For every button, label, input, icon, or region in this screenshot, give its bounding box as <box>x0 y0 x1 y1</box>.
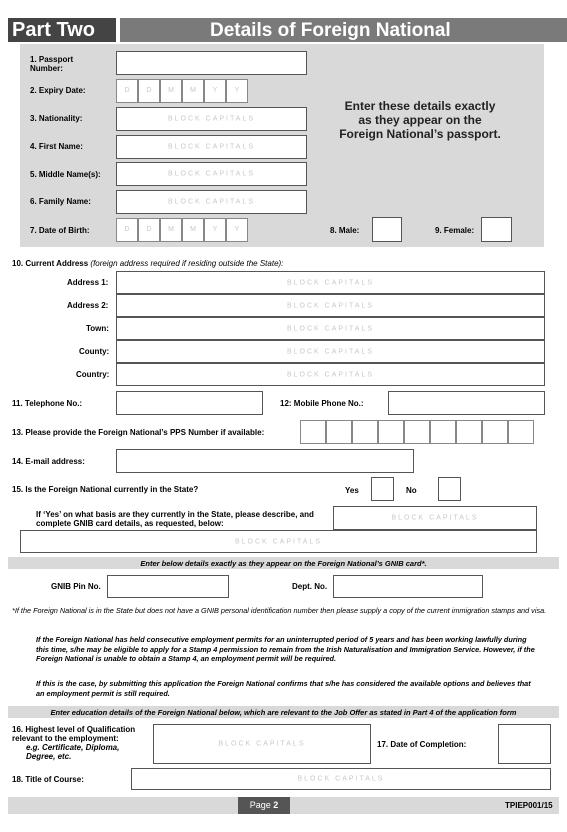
town-field[interactable] <box>116 317 545 340</box>
basis-description-placeholder: BLOCK CAPITALS <box>234 538 322 545</box>
passport-number-label: 1. Passport Number: <box>30 55 74 73</box>
town-placeholder: BLOCK CAPITALS <box>286 325 374 332</box>
family-name-field[interactable] <box>116 190 307 214</box>
middle-name-label: 5. Middle Name(s): <box>30 170 101 179</box>
dob-day-1[interactable]: D <box>116 218 138 242</box>
dob-month-2[interactable]: M <box>182 218 204 242</box>
country-label: Country: <box>76 370 110 379</box>
dept-number-field[interactable] <box>333 575 483 598</box>
completion-date-field[interactable] <box>498 724 551 764</box>
expiry-year-1[interactable]: Y <box>204 79 226 103</box>
family-name-label: 6. Family Name: <box>30 197 91 206</box>
header-part-bar <box>8 18 116 42</box>
family-name-placeholder: BLOCK CAPITALS <box>167 198 255 206</box>
expiry-date-label: 2. Expiry Date: <box>30 86 86 95</box>
email-field[interactable] <box>116 449 414 473</box>
country-field[interactable] <box>116 363 545 386</box>
page-number: 2 <box>273 800 279 810</box>
county-label: County: <box>79 347 110 356</box>
town-label: Town: <box>86 324 109 333</box>
expiry-day-1[interactable]: D <box>116 79 138 103</box>
dob-year-2[interactable]: Y <box>226 218 248 242</box>
yes-checkbox[interactable] <box>371 477 394 501</box>
pps-digit-box[interactable] <box>404 420 430 444</box>
expiry-date-field[interactable] <box>116 79 248 103</box>
address-2-label: Address 2: <box>67 301 109 310</box>
gnib-pin-field[interactable] <box>107 575 229 598</box>
first-name-placeholder: BLOCK CAPITALS <box>167 143 255 151</box>
county-field[interactable] <box>116 340 545 363</box>
qualification-field[interactable] <box>153 724 371 764</box>
dob-year-1[interactable]: Y <box>204 218 226 242</box>
gnib-pin-label: GNIB Pin No. <box>51 582 101 591</box>
passport-instruction-note: Enter these details exactly as they appear on the Foreign National’s passport. <box>339 99 501 141</box>
qualification-label: 16. Highest level of Qualification relevant to the employment: <box>12 725 136 743</box>
first-name-label: 4. First Name: <box>30 142 83 151</box>
expiry-month-1[interactable]: M <box>160 79 182 103</box>
address-1-field[interactable] <box>116 271 545 294</box>
email-label: 14. E-mail address: <box>12 457 85 466</box>
pps-digit-box[interactable] <box>482 420 508 444</box>
header-title-bar <box>120 18 567 42</box>
no-label: No <box>406 486 417 495</box>
page-label: Page <box>249 800 271 810</box>
mobile-phone-field[interactable] <box>388 391 545 415</box>
basis-placeholder: BLOCK CAPITALS <box>391 514 479 522</box>
education-banner-text: Enter education details of the Foreign National below, which are relevant to the Job Offer as stated in Part 4 of the application form <box>50 708 517 717</box>
basis-question: If ‘Yes’ on what basis are they currently in the State, please describe, and complete GNIB card details, as requested, below: <box>36 510 314 528</box>
first-name-field[interactable] <box>116 135 307 159</box>
education-banner <box>8 706 559 718</box>
qualification-placeholder: BLOCK CAPITALS <box>218 740 306 748</box>
pps-digit-box[interactable] <box>300 420 326 444</box>
male-checkbox[interactable] <box>372 217 402 242</box>
course-title-label: 18. Title of Course: <box>12 775 84 784</box>
female-checkbox[interactable] <box>481 217 512 242</box>
address-heading-note: (foreign address required if residing outside the State): <box>90 259 284 268</box>
gnib-footnote: *If the Foreign National is in the State but does not have a GNIB personal identification number then please supply a copy of the current immigration stamps and visa. <box>12 606 547 615</box>
address-1-placeholder: BLOCK CAPITALS <box>286 279 374 286</box>
mobile-phone-label: 12: Mobile Phone No.: <box>280 399 364 408</box>
no-checkbox[interactable] <box>438 477 461 501</box>
address-heading <box>12 259 283 268</box>
middle-name-field[interactable] <box>116 162 307 186</box>
expiry-year-2[interactable]: Y <box>226 79 248 103</box>
address-2-placeholder: BLOCK CAPITALS <box>286 302 374 309</box>
female-label: 9. Female: <box>435 226 475 235</box>
gnib-banner <box>8 557 559 569</box>
address-1-label: Address 1: <box>67 278 109 287</box>
dept-number-label: Dept. No. <box>292 582 328 591</box>
pps-number-label: 13. Please provide the Foreign National’s PPS Number if available: <box>12 428 265 437</box>
pps-digit-box[interactable] <box>430 420 456 444</box>
middle-name-placeholder: BLOCK CAPITALS <box>167 170 255 178</box>
telephone-label: 11. Telephone No.: <box>12 399 83 408</box>
yes-label: Yes <box>345 486 359 495</box>
expiry-month-2[interactable]: M <box>182 79 204 103</box>
page-number-tab <box>238 797 290 814</box>
pps-digit-box[interactable] <box>508 420 534 444</box>
stamp4-paragraph: If the Foreign National has held consecutive employment permits for an uninterrupted period of 5 years and has been working lawfully during this time, s/he may be eligible to apply for a Stamp 4 permission to remain from the Irish Naturalisation and Immigration Service. However, if the Foreign National is unable to obtain a Stamp 4, an employment permit will be required. <box>36 635 535 663</box>
pps-digit-box[interactable] <box>352 420 378 444</box>
address-2-field[interactable] <box>116 294 545 317</box>
gnib-banner-text: Enter below details exactly as they appear on the Foreign National’s GNIB card*. <box>140 559 427 568</box>
part-label: Part Two <box>12 19 95 41</box>
in-state-question: 15. Is the Foreign National currently in the State? <box>12 485 199 494</box>
qualification-example: e.g. Certificate, Diploma, Degree, etc. <box>26 743 120 761</box>
passport-number-field[interactable] <box>116 51 307 75</box>
pps-digit-box[interactable] <box>378 420 404 444</box>
confirmation-paragraph: If this is the case, by submitting this application the Foreign National confirms that s/he has considered the available options and believes that an employment permit is still required. <box>36 679 531 698</box>
date-of-birth-label: 7. Date of Birth: <box>30 226 90 235</box>
nationality-placeholder: BLOCK CAPITALS <box>167 115 255 123</box>
page-title: Details of Foreign National <box>210 20 451 41</box>
course-title-placeholder: BLOCK CAPITALS <box>297 775 385 783</box>
nationality-field[interactable] <box>116 107 307 131</box>
telephone-field[interactable] <box>116 391 263 415</box>
address-heading-bold: 10. Current Address <box>12 259 89 268</box>
course-title-field[interactable] <box>131 768 551 790</box>
nationality-label: 3. Nationality: <box>30 114 83 123</box>
pps-digit-box[interactable] <box>456 420 482 444</box>
pps-number-field[interactable] <box>300 420 534 444</box>
date-of-birth-field[interactable] <box>116 218 248 242</box>
county-placeholder: BLOCK CAPITALS <box>286 348 374 355</box>
form-code: TPIEP001/15 <box>505 801 553 810</box>
dob-day-2[interactable]: D <box>138 218 160 242</box>
completion-date-label: 17. Date of Completion: <box>377 740 467 749</box>
basis-field[interactable] <box>333 506 537 530</box>
pps-digit-box[interactable] <box>326 420 352 444</box>
country-placeholder: BLOCK CAPITALS <box>286 371 374 378</box>
male-label: 8. Male: <box>330 226 360 235</box>
expiry-day-2[interactable]: D <box>138 79 160 103</box>
dob-month-1[interactable]: M <box>160 218 182 242</box>
basis-description-field[interactable] <box>20 530 537 553</box>
